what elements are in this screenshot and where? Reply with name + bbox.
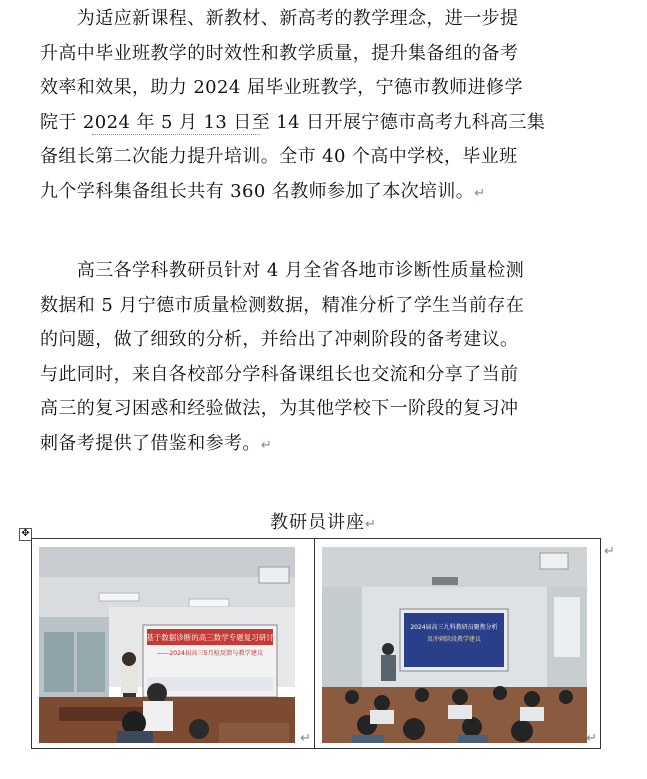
figure-caption: 教研员讲座↵: [270, 512, 377, 533]
lecture-photo-right: [322, 547, 587, 743]
paragraph-mark-icon: ↵: [260, 437, 273, 453]
cell-end-mark-icon: ↵: [300, 731, 311, 746]
paragraph-2: [40, 254, 598, 463]
paragraph-1: [40, 2, 598, 211]
screen-subtitle-left: ——2024届高三5月检反馈与教学建议: [156, 650, 264, 657]
paragraph-2-line: 的问题，做了细致的分析，并给出了冲刺阶段的备考建议。: [40, 329, 519, 350]
lecture-photo-left-image: [39, 547, 295, 743]
paragraph-2-line: 与此同时，来自各校部分学科备课组长也交流和分享了当前: [40, 363, 519, 385]
table-cell-left[interactable]: [32, 539, 315, 748]
screen-title-left: 基于数据诊断的高三数学专题复习研讨: [146, 633, 274, 642]
paragraph-1-line: 效率和效果，助力 2024 届毕业班教学，宁德市教师进修学: [40, 77, 523, 98]
table-move-handle-icon[interactable]: ✥: [19, 528, 32, 541]
lecture-photo-right-image: [322, 547, 587, 743]
lecture-photo-left: [39, 547, 295, 743]
paragraph-1-line-last: 九个学科集备组长共有 360 名教师参加了本次培训。↵: [40, 180, 486, 202]
paragraph-1-line: 升高中毕业班教学的时效性和教学质量，提升集备组的备考: [40, 42, 519, 64]
paragraph-mark-icon: ↵: [474, 185, 486, 201]
photo-table: [31, 538, 601, 749]
screen-title-right: 2024届高三九科教研员聚焦分析: [410, 624, 498, 631]
screen-subtitle-right: 及冲刺阶段教学建议: [426, 636, 482, 643]
row-end-mark-icon: ↵: [604, 544, 615, 559]
paragraph-1-line: 备组长第二次能力提升培训。全市 40 个高中学校，毕业班: [40, 146, 518, 167]
paragraph-2-line: 数据和 5 月宁德市质量检测数据，精准分析了学生当前存在: [40, 294, 525, 316]
paragraph-1-line: 为适应新课程、新教材、新高考的教学理念，进一步提: [40, 8, 519, 29]
paragraph-2-line-last: 刺备考提供了借鉴和参考。↵: [40, 432, 273, 454]
table-cell-right[interactable]: [315, 539, 600, 748]
paragraph-1-line: [40, 106, 598, 141]
date-underline: [92, 134, 260, 135]
paragraph-mark-icon: ↵: [365, 517, 377, 532]
paragraph-2-line: 高三各学科教研员针对 4 月全省各地市诊断性质量检测: [40, 260, 525, 281]
cell-end-mark-icon: ↵: [586, 731, 597, 746]
paragraph-1-line-text: 院于 2024 年 5 月 13 日至 14 日开展宁德市高考九科高三集: [40, 111, 546, 133]
paragraph-2-line: 高三的复习困惑和经验做法，为其他学校下一阶段的复习冲: [40, 398, 519, 419]
